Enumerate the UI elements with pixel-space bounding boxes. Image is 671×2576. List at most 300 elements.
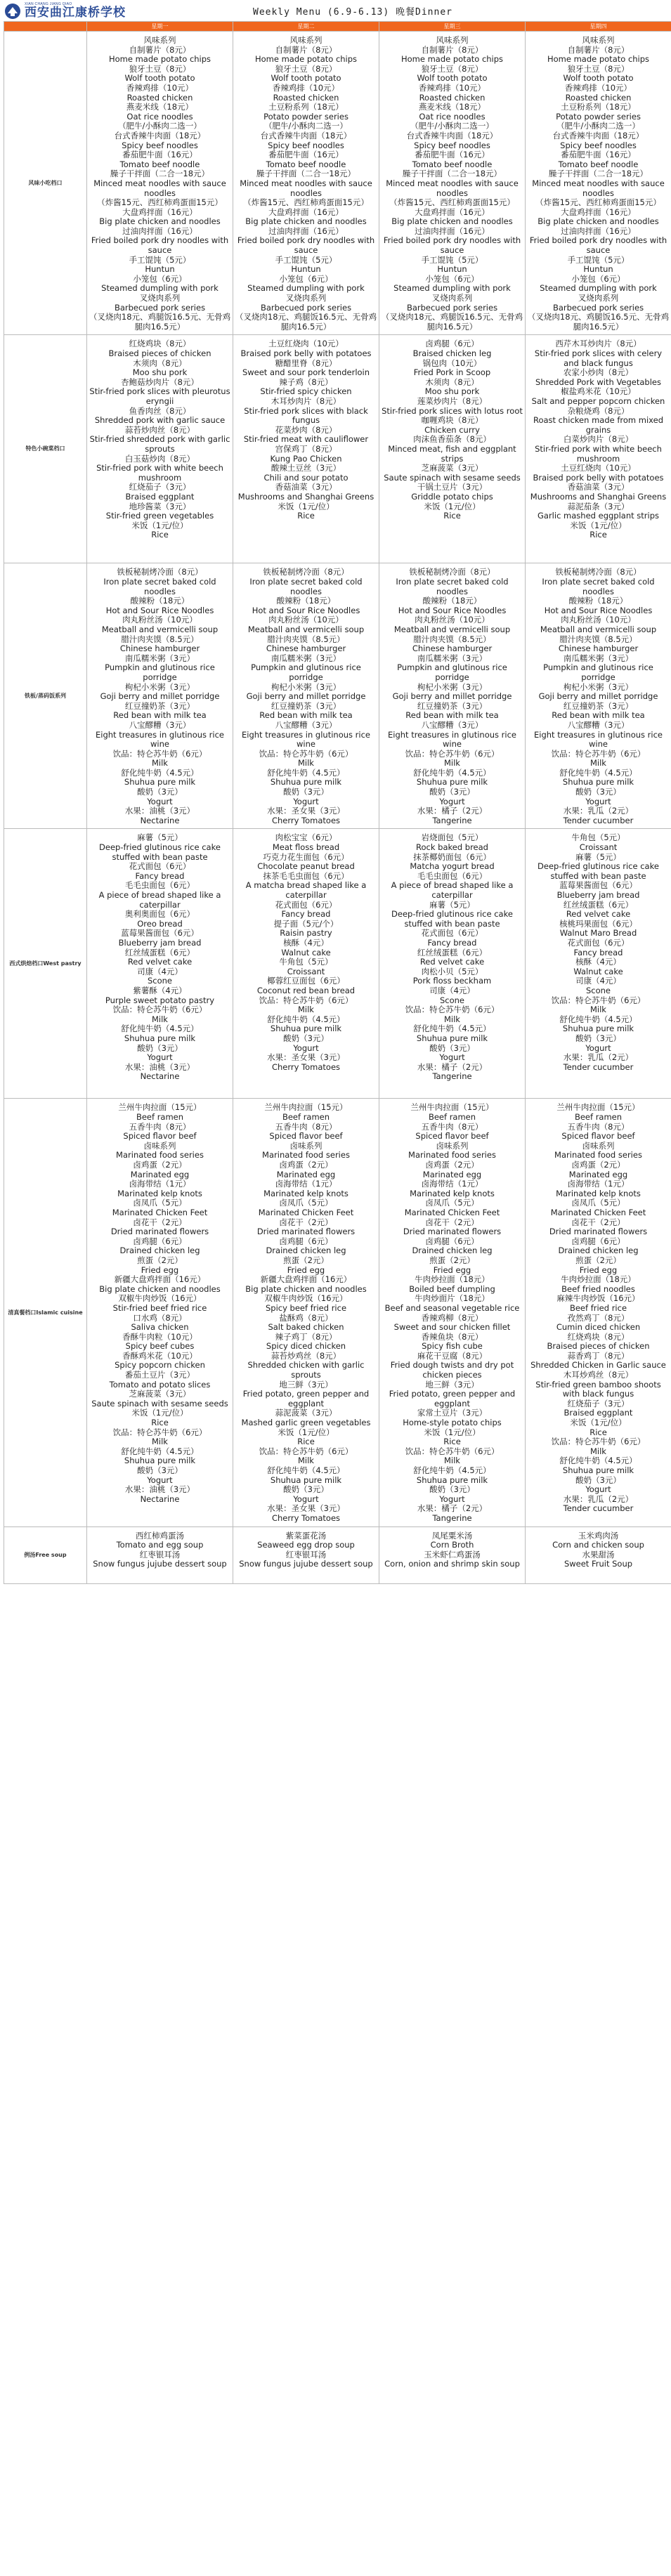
- menu-item-line: Stir-fried pork slices with black fungus: [244, 405, 368, 426]
- menu-item-line: Yogurt: [439, 796, 465, 806]
- menu-item-line: 抹茶毛毛虫面包（6元）: [263, 870, 349, 881]
- menu-item-line: Braised eggplant: [563, 1408, 633, 1418]
- menu-cell: [526, 1099, 671, 1526]
- menu-item-line: 南瓜糯米粥（3元）: [417, 653, 488, 663]
- menu-item-line: Barbecued pork series: [552, 302, 644, 313]
- menu-item-line: 米饭（1元/位）: [424, 1427, 481, 1437]
- menu-item-line: A matcha bread shaped like a caterpillar: [245, 880, 367, 900]
- menu-item-line: 饮品：特仑苏牛奶（6元）: [112, 748, 207, 759]
- menu-item-line: Milk: [152, 1014, 168, 1024]
- day-header-row: [4, 22, 671, 32]
- menu-item-line: Scone: [147, 976, 173, 986]
- menu-item-line: Walnut Maro Bread: [559, 928, 637, 939]
- menu-item-line: 木耳炒鸡丝（8元）: [563, 1370, 634, 1380]
- menu-item-line: Beef fried noodles: [561, 1283, 635, 1294]
- menu-item-line: 狼牙土豆（8元）: [275, 63, 337, 74]
- menu-item-line: Big plate chicken and noodles: [538, 216, 659, 227]
- menu-item-line: Moo shu pork: [132, 367, 188, 378]
- menu-item-line: 鱼香肉丝（8元）: [129, 405, 191, 416]
- day-header: 星期三: [379, 22, 526, 32]
- menu-item-line: 双椒牛肉炒饭（16元）: [264, 1293, 348, 1304]
- menu-item-line: Meatball and vermicelli soup: [393, 624, 511, 634]
- menu-item-line: Red bean with milk tea: [113, 710, 207, 721]
- menu-item-line: 牛角包（5元）: [571, 832, 625, 843]
- menu-item-line: Fried Pork in Scoop: [413, 367, 491, 378]
- menu-item-line: 台式香辣牛肉面（18元）: [552, 130, 644, 140]
- menu-item-line: Tangerine: [432, 815, 472, 825]
- menu-item-line: Marinated kelp knots: [263, 1188, 348, 1198]
- menu-item-line: Oreo bread: [137, 918, 183, 929]
- menu-item-line: Mashed garlic green vegetables: [241, 1418, 371, 1428]
- menu-item-line: 香辣鸡排（10元）: [564, 82, 632, 93]
- menu-item-line: Pumpkin and glutinous rice porridge: [251, 662, 361, 682]
- menu-item-line: 芝麻菠菜（3元）: [129, 1389, 191, 1399]
- menu-item-line: 莲菜炒肉片（8元）: [417, 395, 488, 406]
- menu-item-line: Saliva chicken: [131, 1322, 189, 1333]
- menu-item-line: （炸酱15元、西红柿鸡蛋面15元）: [389, 197, 515, 208]
- menu-item-line: 杏鲍菇炒肉片（8元）: [121, 377, 199, 387]
- menu-item-line: Deep-fried glutinous rice cake stuffed with bean paste: [538, 861, 659, 881]
- menu-item-line: 抹茶椰奶面包（6元）: [413, 851, 491, 862]
- menu-item-line: 红豆撞奶茶（3元）: [124, 700, 195, 711]
- menu-item-line: Yogurt: [147, 1052, 173, 1063]
- menu-item-line: 小笼包（6元）: [571, 273, 625, 284]
- menu-item-line: Milk: [590, 1005, 606, 1015]
- menu-item-line: 肉沫鱼香茄条（8元）: [413, 434, 491, 445]
- station-row: [4, 1099, 671, 1526]
- menu-item-line: 红豆撞奶茶（3元）: [563, 700, 634, 711]
- menu-item-line: Spicy beef fried rice: [265, 1302, 347, 1313]
- menu-item-line: 香辣鸡排（10元）: [418, 82, 486, 93]
- menu-item-line: Beef fried rice: [569, 1302, 627, 1313]
- menu-item-line: 肉丸粉丝汤（10元）: [122, 615, 197, 625]
- menu-item-line: （叉烧肉18元、鸡腿饭16.5元、无骨鸡腿肉16.5元）: [527, 312, 670, 332]
- menu-item-line: Hot and Sour Rice Noodles: [398, 605, 507, 615]
- menu-item-line: Shredded chicken with garlic sprouts: [247, 1360, 365, 1380]
- menu-item-line: Big plate chicken and noodles: [245, 1283, 367, 1294]
- menu-item-line: 肉丸粉丝汤（10元）: [561, 615, 636, 625]
- school-name-en: XIAN CHANG JIANG QIAO: [25, 2, 72, 6]
- menu-item-line: 香辣鸡排（10元）: [272, 82, 340, 93]
- menu-item-line: 舒化纯牛奶（4.5元）: [121, 1446, 199, 1456]
- menu-item-line: （肥牛/小酥肉二选一）: [556, 121, 640, 131]
- day-header: 星期四: [526, 22, 671, 32]
- menu-item-line: Braised pork belly with potatoes: [533, 472, 664, 483]
- menu-item-line: 奥利奥面包（6元）: [124, 909, 195, 920]
- menu-item-line: Spicy beef noodles: [122, 140, 198, 150]
- menu-item-line: 香辣鸡柳（8元）: [421, 1312, 483, 1323]
- menu-item-line: 五香牛肉（8元）: [275, 1121, 337, 1132]
- menu-item-line: Red bean with milk tea: [259, 710, 353, 721]
- menu-item-line: Yogurt: [439, 1052, 465, 1063]
- menu-item-line: Salt baked chicken: [268, 1322, 344, 1333]
- menu-item-line: Spiced flavor beef: [269, 1131, 343, 1142]
- menu-item-line: Home made potato chips: [547, 54, 650, 65]
- menu-cell: [87, 563, 233, 829]
- menu-item-line: Yogurt: [439, 1493, 465, 1504]
- menu-item-line: 香菇油菜（3元）: [275, 482, 337, 492]
- menu-item-line: Dried marinated flowers: [403, 1227, 502, 1237]
- menu-item-line: Potato powder series: [556, 111, 641, 122]
- menu-item-line: Drained chicken leg: [412, 1245, 493, 1256]
- station-row: [4, 563, 671, 829]
- menu-item-line: Roast chicken made from mixed grains: [533, 415, 664, 435]
- menu-item-line: Stir-fried pork with white beech mushroom: [96, 463, 223, 483]
- menu-item-line: Braised pork belly with potatoes: [240, 348, 372, 358]
- menu-item-line: 西芹木耳炒肉片（8元）: [555, 339, 641, 349]
- menu-item-line: 小笼包（6元）: [279, 273, 333, 284]
- menu-item-line: Sweet and sour chicken fillet: [393, 1322, 511, 1333]
- menu-item-line: Marinated food series: [262, 1150, 350, 1160]
- menu-item-line: 麻薯（5元）: [137, 832, 183, 843]
- menu-item-line: Marinated egg: [276, 1169, 336, 1179]
- menu-item-line: Fried egg: [287, 1264, 325, 1275]
- menu-item-line: Meatball and vermicelli soup: [101, 624, 219, 634]
- menu-item-line: 牛肉炒拉面（18元）: [561, 1274, 636, 1285]
- menu-item-line: 水果：橘子（2元）: [417, 1061, 488, 1072]
- menu-item-line: 小笼包（6元）: [425, 273, 479, 284]
- station-label-line: 铁板/蒸码饭系列: [25, 692, 66, 699]
- menu-item-line: Spiced flavor beef: [415, 1131, 489, 1142]
- menu-item-line: 叉烧肉系列: [139, 293, 181, 303]
- menu-item-line: 酸奶（3元）: [575, 1475, 621, 1485]
- menu-item-line: 酸奶（3元）: [283, 1033, 329, 1043]
- menu-item-line: Goji berry and millet porridge: [392, 691, 512, 702]
- menu-item-line: 蒜香鸡丁（8元）: [567, 1350, 630, 1361]
- menu-item-line: 煎蛋（2元）: [137, 1255, 183, 1265]
- menu-item-line: 舒化纯牛奶（4.5元）: [267, 1014, 345, 1024]
- menu-item-line: Scone: [585, 985, 611, 995]
- menu-item-line: 兰州牛肉拉面（15元）: [556, 1102, 640, 1113]
- menu-item-line: 白玉菇炒肉（8元）: [124, 453, 195, 464]
- menu-item-line: Minced meat noodles with sauce noodles: [386, 178, 519, 198]
- menu-item-line: Huntun: [583, 264, 613, 275]
- menu-item-line: Spicy beef cubes: [125, 1341, 195, 1352]
- menu-item-line: 酸辣粉（18元）: [130, 596, 190, 606]
- menu-item-line: 红丝绒蛋糕（6元）: [563, 899, 634, 910]
- school-name-cn: 西安曲江康桥学校: [25, 6, 126, 20]
- menu-item-line: Shredded pork with garlic sauce: [94, 415, 226, 426]
- menu-item-line: Fancy bread: [281, 909, 331, 920]
- menu-item-line: Fried potato, green pepper and eggplant: [389, 1389, 516, 1408]
- menu-item-line: 香酥牛肉粒（10元）: [122, 1331, 197, 1342]
- menu-item-line: 五香牛肉（8元）: [129, 1121, 191, 1132]
- menu-item-line: Fried boiled pork dry noodles with sauce: [91, 235, 229, 256]
- menu-item-line: 紫菜蛋花汤: [285, 1530, 327, 1541]
- menu-item-line: 狼牙土豆（8元）: [129, 63, 191, 74]
- menu-item-line: Shuhua pure milk: [416, 1033, 488, 1043]
- menu-item-line: 风味系列: [436, 35, 469, 45]
- menu-item-line: Home made potato chips: [254, 54, 358, 65]
- menu-item-line: Rice: [589, 1427, 607, 1437]
- menu-item-line: Shredded Chicken in Garlic sauce: [530, 1360, 666, 1371]
- menu-item-line: Deep-fried glutinous rice cake stuffed with bean paste: [391, 909, 513, 929]
- menu-item-line: 香辣鸡排（10元）: [126, 82, 194, 93]
- menu-cell: [379, 829, 526, 1099]
- menu-item-line: 水果：乳瓜（2元）: [563, 1493, 634, 1504]
- menu-item-line: 土豆红烧肉（10元）: [561, 463, 636, 473]
- menu-item-line: 木须肉（8元）: [133, 358, 187, 368]
- menu-item-line: Rice: [443, 511, 461, 521]
- menu-item-line: 肉松宝宝（6元）: [275, 832, 337, 843]
- menu-item-line: 过油肉拌面（16元）: [268, 225, 344, 236]
- station-label: [4, 829, 87, 1099]
- menu-item-line: Kung Pao Chicken: [270, 453, 342, 464]
- menu-item-line: Stir-fried shredded pork with garlic sprouts: [89, 434, 230, 454]
- menu-item-line: Milk: [298, 1005, 314, 1015]
- menu-item-line: 燕麦米线（18元）: [126, 102, 194, 112]
- station-row: [4, 335, 671, 563]
- menu-item-line: 番茄肥牛面（16元）: [122, 150, 197, 160]
- menu-item-line: 酸奶（3元）: [137, 1042, 183, 1053]
- menu-item-line: Spicy fish cube: [422, 1341, 483, 1352]
- menu-item-line: Beef ramen: [428, 1112, 476, 1123]
- menu-item-line: 蒜泥茄条（3元）: [567, 501, 630, 511]
- menu-item-line: 土豆粉系列（18元）: [268, 102, 344, 112]
- menu-item-line: 蓝莓果酱面包（6元）: [559, 880, 637, 891]
- menu-item-line: Potato powder series: [263, 111, 348, 122]
- menu-item-line: Eight treasures in glutinous rice wine: [387, 729, 516, 750]
- menu-item-line: Marinated egg: [130, 1169, 190, 1179]
- menu-item-line: 酸辣粉（18元）: [568, 596, 628, 606]
- menu-item-line: Fancy bread: [573, 947, 623, 957]
- menu-item-line: 提子面（5元/个）: [273, 918, 339, 929]
- menu-item-line: 白菜炒肉片（8元）: [563, 434, 634, 445]
- menu-item-line: 凤尾粟米汤: [431, 1530, 473, 1541]
- menu-item-line: Minced meat noodles with sauce noodles: [93, 178, 226, 198]
- menu-item-line: 蒜泥菠菜（3元）: [275, 1408, 337, 1418]
- day-header: 星期一: [87, 22, 233, 32]
- menu-item-line: 狼牙土豆（8元）: [421, 63, 483, 74]
- menu-item-line: Walnut cake: [281, 947, 331, 957]
- menu-item-line: Huntun: [145, 264, 175, 275]
- menu-item-line: Spicy beef noodles: [560, 140, 637, 150]
- menu-item-line: 台式香辣牛肉面（18元）: [406, 130, 498, 140]
- menu-item-line: 风味系列: [289, 35, 323, 45]
- menu-item-line: Wolf tooth potato: [271, 73, 341, 84]
- menu-item-line: 南瓜糯米粥（3元）: [124, 653, 195, 663]
- menu-item-line: Wolf tooth potato: [124, 73, 195, 84]
- menu-item-line: Shuhua pure milk: [124, 777, 196, 787]
- weekly-menu-table: [4, 21, 671, 1584]
- menu-item-line: 酸辣粉（18元）: [422, 596, 482, 606]
- menu-item-line: 枸杞小米粥（3元）: [563, 681, 634, 692]
- menu-item-line: （肥牛/小酥肉二选一）: [264, 121, 348, 131]
- menu-item-line: 巧克力花生面包（6元）: [263, 851, 349, 862]
- menu-item-line: 干锅土豆片（3元）: [417, 482, 488, 492]
- menu-item-line: Seaweed egg drop soup: [257, 1540, 355, 1550]
- menu-item-line: 八宝醪糟（3元）: [567, 719, 630, 730]
- menu-item-line: 番茄肥牛面（16元）: [561, 150, 636, 160]
- menu-item-line: Meat floss bread: [272, 842, 340, 853]
- menu-item-line: 水果：乳瓜（2元）: [563, 806, 634, 816]
- menu-item-line: 红枣银耳汤: [285, 1549, 327, 1560]
- menu-item-line: Marinated kelp knots: [410, 1188, 495, 1198]
- menu-cell: [526, 1526, 671, 1583]
- menu-item-line: （炸酱15元、西红柿鸡蛋面15元）: [243, 197, 369, 208]
- menu-item-line: 玉米虾仁鸡蛋汤: [424, 1549, 481, 1560]
- menu-item-line: Fried boiled pork dry noodles with sauce: [529, 235, 667, 256]
- menu-item-line: 水果：油桃（3元）: [124, 1484, 195, 1495]
- station-label: [4, 563, 87, 829]
- menu-item-line: 木须肉（8元）: [425, 377, 479, 387]
- menu-item-line: 卤鸡蛋（2元）: [133, 1160, 187, 1170]
- menu-item-line: 番茄肥牛面（16元）: [415, 150, 490, 160]
- menu-item-line: Mushrooms and Shanghai Greens: [530, 491, 667, 502]
- menu-item-line: 八宝醪糟（3元）: [275, 719, 337, 730]
- menu-item-line: 麻辣牛肉炒饭（16元）: [556, 1293, 640, 1304]
- menu-item-line: 饮品：特仑苏牛奶（6元）: [259, 995, 353, 1005]
- menu-item-line: 饮品：特仑苏牛奶（6元）: [112, 1005, 207, 1015]
- menu-item-line: 自制薯片（8元）: [567, 44, 630, 55]
- menu-item-line: Tender cucumber: [563, 815, 634, 825]
- menu-item-line: 米饭（1元/位）: [424, 501, 481, 511]
- menu-item-line: 红烧鸡块（8元）: [129, 339, 191, 349]
- menu-item-line: 水果：橘子（2元）: [417, 1503, 488, 1514]
- menu-item-line: 司康（4元）: [575, 976, 621, 986]
- menu-item-line: Beef ramen: [574, 1112, 623, 1123]
- station-row: [4, 1526, 671, 1583]
- menu-item-line: Tomato beef noodle: [119, 159, 200, 169]
- menu-item-line: Big plate chicken and noodles: [391, 216, 513, 227]
- menu-item-line: 煎蛋（2元）: [575, 1255, 621, 1265]
- menu-item-line: 舒化纯牛奶（4.5元）: [413, 767, 491, 778]
- menu-item-line: 牛肉炒拉面（18元）: [415, 1274, 490, 1285]
- menu-item-line: 自制薯片（8元）: [129, 44, 191, 55]
- menu-item-line: 狼牙土豆（8元）: [567, 63, 630, 74]
- menu-item-line: Huntun: [437, 264, 467, 275]
- menu-item-line: Roasted chicken: [565, 92, 632, 103]
- menu-item-line: 地珍酱菜（3元）: [129, 501, 191, 511]
- menu-item-line: Marinated egg: [568, 1169, 628, 1179]
- menu-item-line: 麻花干豆腐（8元）: [417, 1350, 488, 1361]
- menu-item-line: Fried egg: [579, 1264, 618, 1275]
- menu-item-line: Tomato beef noodle: [266, 159, 346, 169]
- menu-item-line: Eight treasures in glutinous rice wine: [241, 729, 370, 750]
- menu-item-line: Roasted chicken: [273, 92, 339, 103]
- menu-item-line: 酸辣土豆丝（3元）: [271, 463, 341, 473]
- menu-item-line: 米饭（1元/位）: [278, 1427, 334, 1437]
- menu-item-line: （肥牛/小酥肉二选一）: [410, 121, 494, 131]
- menu-item-line: Sweet and sour pork tenderloin: [242, 367, 370, 378]
- menu-item-line: 小笼包（6元）: [133, 273, 187, 284]
- menu-item-line: 卤凤爪（5元）: [279, 1198, 333, 1208]
- menu-item-line: 舒化纯牛奶（4.5元）: [559, 1456, 637, 1466]
- menu-item-line: 枸杞小米粥（3元）: [124, 681, 195, 692]
- menu-item-line: 咖喱鸡块（8元）: [421, 415, 483, 426]
- menu-item-line: 饮品：特仑苏牛奶（6元）: [112, 1427, 207, 1437]
- menu-item-line: Meatball and vermicelli soup: [247, 624, 365, 634]
- menu-item-line: Oat rice noodles: [419, 111, 486, 122]
- menu-item-line: （叉烧肉18元、鸡腿饭16.5元、无骨鸡腿肉16.5元）: [89, 312, 231, 332]
- menu-item-line: 米饭（1元/位）: [570, 1418, 627, 1428]
- menu-item-line: （叉烧肉18元、鸡腿饭16.5元、无骨鸡腿肉16.5元）: [381, 312, 523, 332]
- menu-item-line: 手工馄饨（5元）: [275, 254, 337, 265]
- menu-item-line: 饮品：特仑苏牛奶（6元）: [405, 1446, 500, 1456]
- menu-item-line: Rice: [297, 1437, 315, 1447]
- menu-item-line: Stir-fried green bamboo shoots with black fungus: [535, 1379, 661, 1399]
- menu-item-line: Saute spinach with sesame seeds: [91, 1398, 228, 1408]
- menu-item-line: 卤海带结（1元）: [275, 1179, 337, 1189]
- menu-item-line: Fancy bread: [135, 870, 185, 881]
- menu-item-line: Stir-fried pork slices with pleurotus eryngii: [89, 386, 230, 406]
- menu-item-line: Yogurt: [585, 1484, 611, 1495]
- menu-item-line: 酸奶（3元）: [137, 1465, 183, 1475]
- menu-item-line: 自制薯片（8元）: [275, 44, 337, 55]
- menu-item-line: 饮品：特仑苏牛奶（6元）: [405, 748, 500, 759]
- menu-item-line: Pumpkin and glutinous rice porridge: [105, 662, 215, 682]
- menu-item-line: 米饭（1元/位）: [278, 501, 334, 511]
- menu-item-line: 南瓜糯米粥（3元）: [271, 653, 341, 663]
- menu-item-line: 大盘鸡拌面（16元）: [268, 207, 344, 217]
- station-label: [4, 1099, 87, 1526]
- menu-item-line: 花式面包（6元）: [421, 928, 483, 939]
- menu-item-line: 叉烧肉系列: [285, 293, 327, 303]
- menu-item-line: 臊子干拌面（二合一18元）: [256, 169, 356, 179]
- menu-item-line: Chinese hamburger: [558, 643, 639, 654]
- menu-item-line: Scone: [439, 995, 465, 1005]
- menu-item-line: 新疆大盘鸡拌面（16元）: [114, 1274, 206, 1285]
- menu-item-line: 椰蓉红豆面包（6元）: [267, 976, 345, 986]
- menu-item-line: 煎蛋（2元）: [429, 1255, 475, 1265]
- menu-item-line: Minced meat noodles with sauce noodles: [240, 178, 372, 198]
- menu-item-line: Tangerine: [432, 1071, 472, 1082]
- menu-item-line: 卤凤爪（5元）: [571, 1198, 625, 1208]
- menu-item-line: Chili and sour potato: [263, 472, 348, 483]
- menu-item-line: 大盘鸡拌面（16元）: [561, 207, 636, 217]
- menu-item-line: 腊汁肉夹馍（8.5元）: [121, 634, 199, 644]
- menu-item-line: Milk: [298, 1456, 314, 1466]
- menu-item-line: Steamed dumpling with pork: [101, 283, 219, 294]
- menu-item-line: Salt and pepper popcorn chicken: [531, 395, 665, 406]
- menu-item-line: Minced meat noodles with sauce noodles: [532, 178, 665, 198]
- menu-item-line: Milk: [444, 1456, 460, 1466]
- menu-item-line: 八宝醪糟（3元）: [129, 719, 191, 730]
- menu-cell: [233, 32, 379, 335]
- menu-cell: [379, 335, 526, 563]
- menu-item-line: Steamed dumpling with pork: [540, 283, 657, 294]
- station-label-line: West pastry: [43, 960, 82, 967]
- menu-item-line: Big plate chicken and noodles: [99, 1283, 221, 1294]
- menu-item-line: 臊子干拌面（二合一18元）: [548, 169, 649, 179]
- menu-item-line: Sweet Fruit Soup: [563, 1559, 633, 1569]
- menu-item-line: 风味系列: [582, 35, 615, 45]
- menu-item-line: Snow fungus jujube dessert soup: [239, 1559, 373, 1569]
- menu-item-line: 花式面包（6元）: [567, 937, 630, 948]
- menu-cell: [379, 1526, 526, 1583]
- menu-item-line: 核酥（4元）: [575, 957, 621, 967]
- menu-item-line: 杂粮烧鸡（8元）: [567, 405, 630, 416]
- menu-item-line: Shredded Pork with Vegetables: [535, 377, 661, 387]
- menu-item-line: 台式香辣牛肉面（18元）: [114, 130, 206, 140]
- menu-item-line: Yogurt: [147, 796, 173, 806]
- menu-item-line: 新疆大盘鸡拌面（16元）: [260, 1274, 352, 1285]
- menu-item-line: 叉烧肉系列: [431, 293, 473, 303]
- menu-item-line: Spicy diced chicken: [266, 1341, 346, 1352]
- menu-item-line: Chinese hamburger: [266, 643, 346, 654]
- menu-item-line: Croissant: [287, 966, 325, 976]
- menu-item-line: 司康（4元）: [137, 966, 183, 976]
- station-label-line: 清真餐档口: [8, 1309, 37, 1316]
- station-row: [4, 32, 671, 335]
- menu-item-line: Beef ramen: [136, 1112, 184, 1123]
- menu-item-line: Cherry Tomatoes: [271, 1061, 341, 1072]
- menu-item-line: 酸奶（3元）: [429, 787, 475, 797]
- menu-item-line: Tangerine: [432, 1512, 472, 1523]
- menu-item-line: Moo shu pork: [424, 386, 480, 397]
- menu-item-line: 卤凤爪（5元）: [133, 1198, 187, 1208]
- menu-item-line: 番茄土豆片（3元）: [124, 1370, 195, 1380]
